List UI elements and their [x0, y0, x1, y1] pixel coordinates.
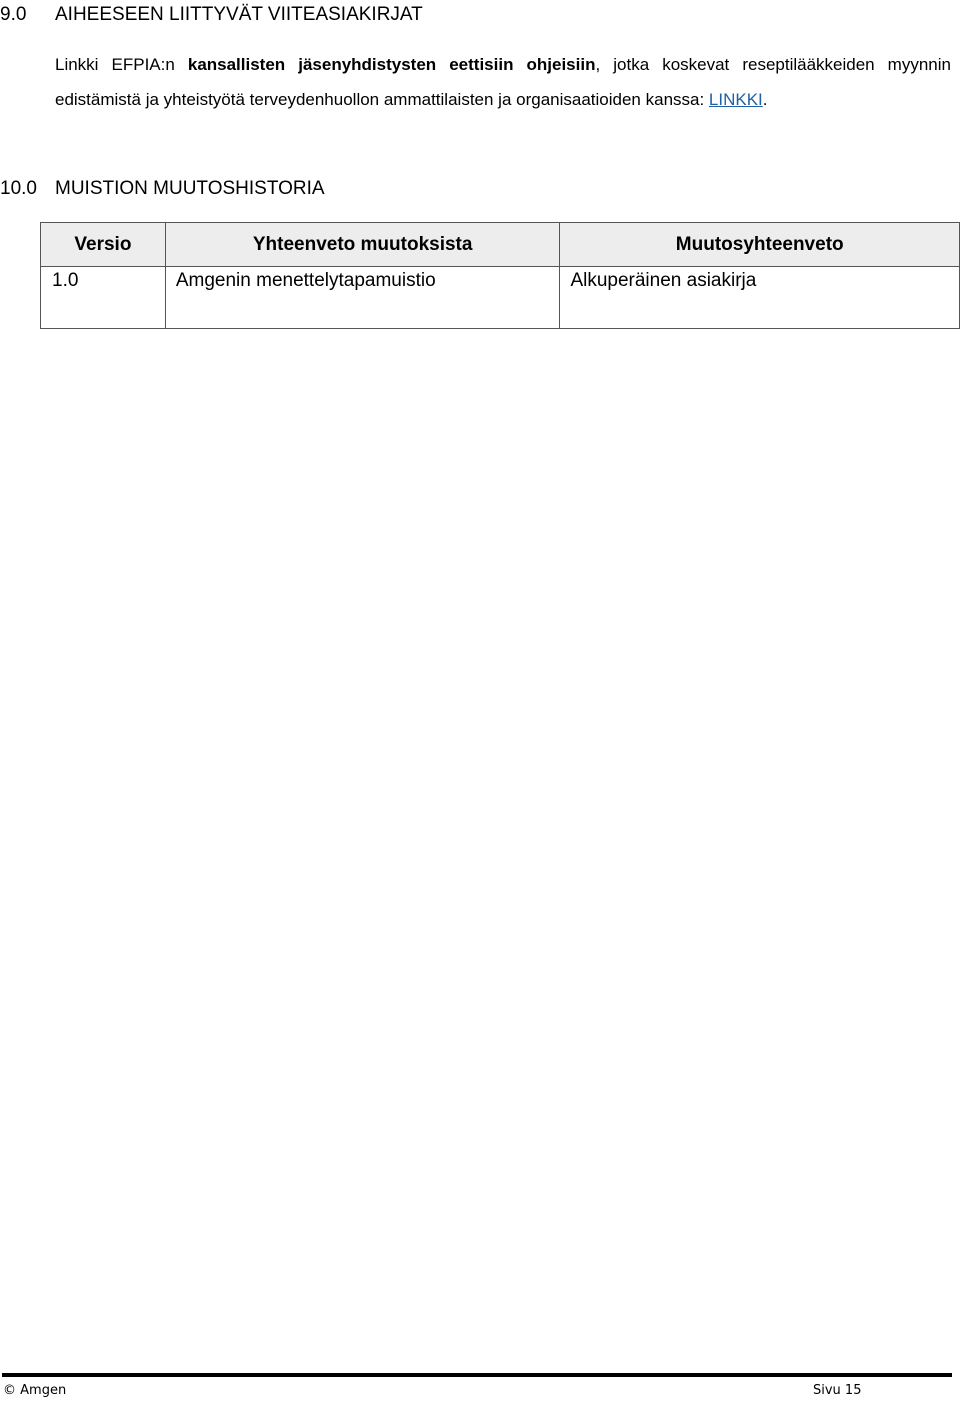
section-9-number: 9.0	[0, 4, 27, 25]
table-row	[41, 267, 960, 329]
linkki-link[interactable]: LINKKI	[708, 89, 763, 109]
cell-summary: Amgenin menettelytapamuistio	[165, 267, 560, 329]
footer-divider	[2, 1373, 952, 1377]
footer-copyright: © Amgen	[3, 1383, 67, 1398]
cell-change-summary: Alkuperäinen asiakirja	[560, 267, 960, 329]
paragraph-rest: , jotka koskevat reseptilääkkeiden myynnin edistämistä ja yhteistyötä terveydenhuollon ammattilaisten ja organisaatioiden kanssa:	[55, 55, 951, 109]
reference-paragraph	[55, 48, 951, 117]
revision-history-table	[40, 222, 960, 329]
footer-page-number: Sivu 15	[813, 1383, 862, 1398]
header-muutosyhteenveto: Muutosyhteenveto	[560, 223, 960, 267]
section-9-heading	[0, 4, 423, 26]
paragraph-bold-text: kansallisten jäsenyhdistysten eettisiin ohjeisiin	[187, 55, 596, 74]
header-versio: Versio	[41, 223, 166, 267]
paragraph-end: .	[762, 89, 768, 109]
paragraph-intro: Linkki EFPIA:n	[55, 55, 188, 74]
section-10-number: 10.0	[0, 178, 37, 199]
header-yhteenveto: Yhteenveto muutoksista	[165, 223, 560, 267]
cell-version: 1.0	[41, 267, 166, 329]
table-header-row	[41, 223, 960, 267]
section-10-heading	[0, 178, 325, 200]
section-9-title: AIHEESEEN LIITTYVÄT VIITEASIAKIRJAT	[55, 4, 423, 25]
section-10-title: MUISTION MUUTOSHISTORIA	[55, 178, 325, 199]
